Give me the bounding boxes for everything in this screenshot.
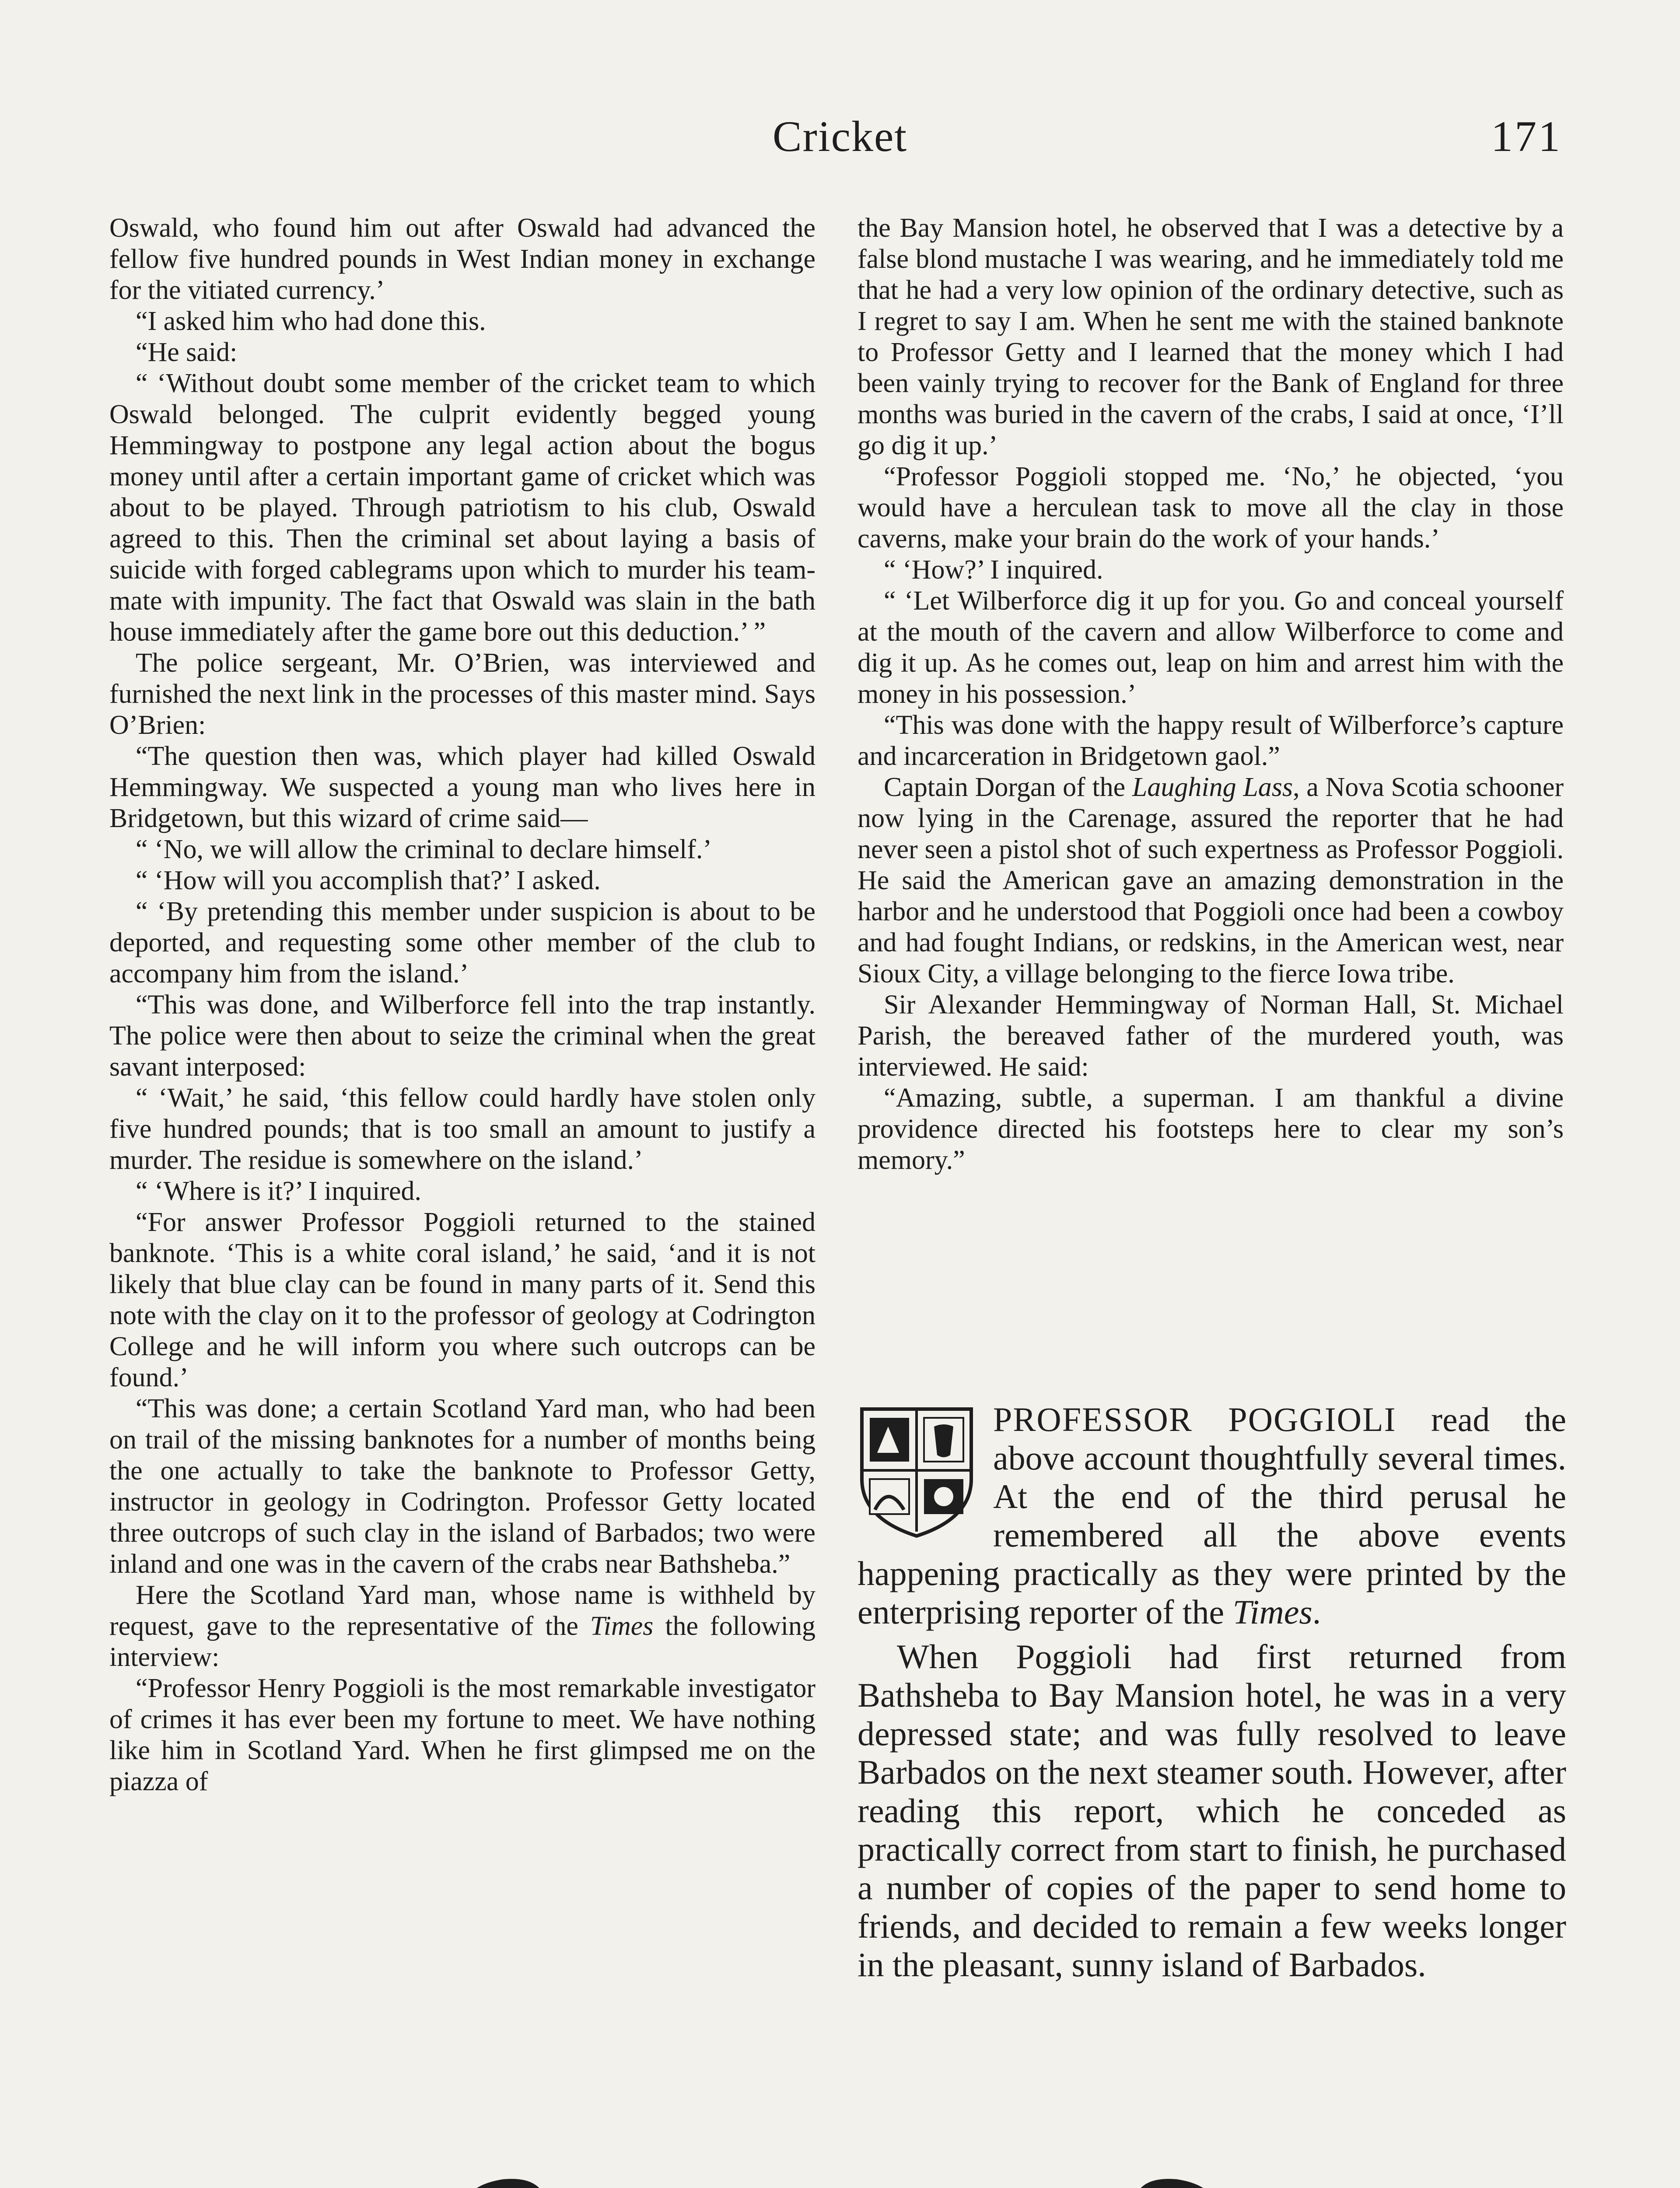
paragraph: the Bay Mansion hotel, he observed that I was a detective by a false blond mustache I was wearing, and he immediately told me that he had a very low opinion of the ordinary detective, such as I regret to say I am. When he sent me with the stained banknote to Professor Getty and I learned that the money which I had been vainly trying to recover for the Bank of England for three months was buried in the cavern of the crabs, I said at once, ‘I’ll go dig it up.’ xyxy=(858,213,1564,460)
lead-in: PROFESSOR POGGIOLI xyxy=(993,1400,1396,1438)
page-number: 171 xyxy=(1491,112,1562,161)
paragraph: “Professor Poggioli stopped me. ‘No,’ he objected, ‘you would have a herculean task to move all the clay in those caverns, make your brain do the work of your hands.’ xyxy=(858,462,1564,554)
paragraph: “For answer Professor Poggioli returned to the stained banknote. ‘This is a white coral island,’ he said, ‘and it is not likely that blue clay can be found in many parts of it. Send this note with the clay on it to the professor of geology at Codrington College and he will inform you where such outcrops can be found.’ xyxy=(109,1207,816,1392)
ship-name: Laughing Lass xyxy=(1132,772,1293,802)
paragraph: “ ‘No, we will allow the criminal to declare himself.’ xyxy=(136,835,712,864)
paragraph: Oswald, who found him out after Oswald had advanced the fellow five hundred pounds in West Indian money in exchange for the vitiated currency.’ xyxy=(109,213,816,305)
paragraph: “I asked him who had done this. xyxy=(136,306,486,336)
paragraph: “ ‘How will you accomplish that?’ I asked. xyxy=(136,866,601,895)
closing-section xyxy=(858,1400,1566,1984)
paragraph-text: , a Nova Scotia schooner now lying in the Carenage, assured the reporter that he had never seen a pistol shot of such expertness as Professor Poggioli. He said the American gave an amazing demonstration in the harbor and he understood that Poggioli once had been a cowboy and had fought Indians, or redskins, in the American west, near Sioux City, a village belonging to the fierce Iowa tribe. xyxy=(858,772,1564,989)
closing-paragraph: When Poggioli had first returned from Bathsheba to Bay Mansion hotel, he was in a very depressed state; and was fully resolved to leave Barbados on the next steamer south. However, after reading this report, which he conceded as practically correct from start to finish, he purchased a number of copies of the paper to send home to friends, and decided to remain a few weeks longer in the pleasant, sunny island of Barbados. xyxy=(858,1637,1566,1984)
paragraph: Sir Alexander Hemmingway of Norman Hall, St. Michael Parish, the bereaved father of the murdered youth, was interviewed. He said: xyxy=(858,990,1564,1082)
paragraph: “ ‘How?’ I inquired. xyxy=(884,555,1103,585)
paragraph-text: Captain Dorgan of the xyxy=(884,772,1126,802)
paragraph: “ ‘Wait,’ he said, ‘this fellow could hardly have stolen only five hundred pounds; that is too small an amount to justify a murder. The residue is somewhere on the island.’ xyxy=(109,1083,816,1175)
punctuation: . xyxy=(1312,1593,1321,1631)
paragraph: “The question then was, which player had killed Oswald Hemmingway. We suspected a young man who lives here in Bridgetown, but this wizard of crime said— xyxy=(109,741,816,833)
scroll-ornament xyxy=(109,2153,1571,2188)
paragraph: “ ‘By pretending this member under suspicion is about to be deported, and requesting some other member of the club to accompany him from the island.’ xyxy=(109,897,816,989)
paragraph: “ ‘Without doubt some member of the cricket team to which Oswald belonged. The culprit evidently begged young Hemmingway to postpone any legal action about the bogus money until after a certain important game of cricket which was about to be played. Through patriotism to his club, Oswald agreed to this. Then the criminal set about laying a basis of suicide with forged cablegrams upon which to murder his team-mate with impunity. The fact that Oswald was slain in the bath house immediately after the game bore out this deduction.’ ” xyxy=(109,368,816,647)
paragraph: “Amazing, subtle, a superman. I am thankful a divine providence directed his footsteps here to clear my son’s memory.” xyxy=(858,1083,1564,1175)
page-title: Cricket xyxy=(772,112,908,161)
paragraph: “ ‘Let Wilberforce dig it up for you. Go and conceal yourself at the mouth of the cavern and allow Wilberforce to come and dig it up. As he comes out, leap on him and arrest him with the money in his possession.’ xyxy=(858,586,1564,709)
paragraph: “He said: xyxy=(136,337,238,367)
paragraph xyxy=(109,1580,816,1673)
newspaper-name: Times xyxy=(590,1611,654,1641)
right-column xyxy=(858,213,1564,1176)
paragraph: The police sergeant, Mr. O’Brien, was interviewed and furnished the next link in the processes of this master mind. Says O’Brien: xyxy=(109,648,816,740)
paragraph-text: Here the Scotland Yard man, whose name is withheld by request, gave to the representative of the xyxy=(109,1580,816,1641)
paragraph: “Professor Henry Poggioli is the most remarkable investigator of crimes it has ever been my fortune to meet. We have nothing like him in Scotland Yard. When he first glimpsed me on the piazza of xyxy=(109,1673,816,1796)
left-column xyxy=(109,213,816,1797)
paragraph: “This was done with the happy result of Wilberforce’s capture and incarceration in Bridgetown gaol.” xyxy=(858,710,1564,771)
paragraph xyxy=(858,772,1564,989)
paragraph: “This was done, and Wilberforce fell into the trap instantly. The police were then about to seize the criminal when the great savant interposed: xyxy=(109,990,816,1082)
paragraph-text: the following interview: xyxy=(109,1611,816,1672)
paragraph-text: read the above account thoughtfully several times. At the end of the third perusal he remembered all the above events happening practically as they were printed by the enterprising reporter of the xyxy=(858,1400,1566,1631)
newspaper-name: Times xyxy=(1232,1593,1312,1631)
paragraph: “ ‘Where is it?’ I inquired. xyxy=(136,1176,421,1206)
heraldic-shield-icon xyxy=(858,1405,976,1540)
paragraph: “This was done; a certain Scotland Yard man, who had been on trail of the missing banknotes for a number of months being the one actually to take the banknote to Professor Getty, instructor in geology in Codrington. Professor Getty located three outcrops of such clay in the island of Barbados; two were inland and one was in the cavern of the crabs near Bathsheba.” xyxy=(109,1394,816,1579)
